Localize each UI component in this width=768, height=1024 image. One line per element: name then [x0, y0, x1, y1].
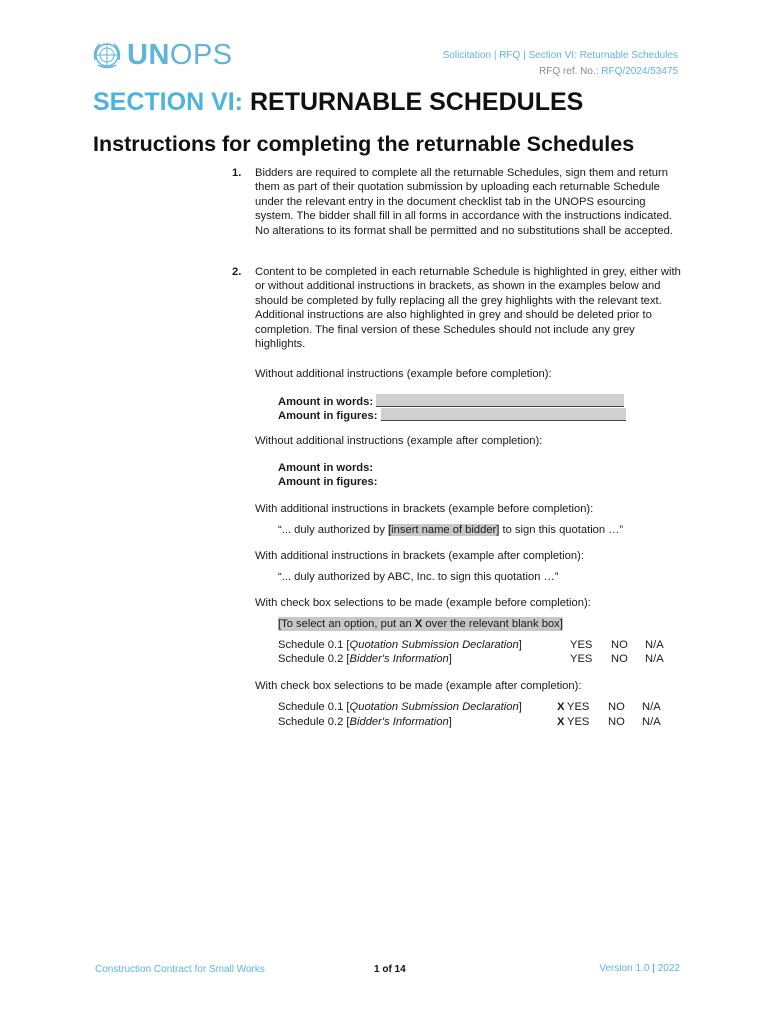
footer-version-label: Version 1.0 [599, 963, 650, 974]
schedule-row [278, 700, 678, 715]
schedule-label: Schedule 0.2 [Bidder's Information] [278, 716, 452, 728]
amount-figures-row [278, 408, 626, 423]
amount-figures-label: Amount in figures: [278, 410, 378, 422]
list-item-text: Bidders are required to complete all the returnable Schedules, sign them and return them as part of their quotation submission by uploading each returnable Schedule under the relevant entry in the document checklist tab in the UNOPS esourcing system. The bidder shall fill in all forms in accordance with the instructions indicated. No alterations to its format shall be permitted and no substitutions shall be accepted. [255, 167, 673, 237]
option-yes: YES [567, 716, 590, 728]
list-item-2 [232, 265, 682, 351]
schedule-row [278, 715, 678, 730]
unops-logo [92, 40, 233, 70]
page-subtitle: Instructions for completing the returnable Schedules [93, 132, 635, 156]
ref-label: RFQ ref. No.: [539, 66, 599, 77]
list-item-number: 2. [232, 266, 242, 278]
schedule-row [278, 638, 678, 653]
example-caption: With check box selections to be made (example before completion): [255, 597, 591, 609]
logo-text-bold: UN [127, 39, 170, 71]
grey-highlight: [insert name of bidder] [388, 524, 500, 536]
footer-year: 2022 [657, 963, 680, 974]
option-na: N/A [642, 716, 661, 728]
example-caption: With additional instructions in brackets (example before completion): [255, 503, 594, 515]
schedule-row [278, 652, 678, 667]
amount-words-label: Amount in words: [278, 396, 374, 408]
ref-value: RFQ/2024/53475 [601, 66, 678, 77]
option-yes: YES [570, 639, 593, 651]
section-title [93, 86, 583, 118]
option-mark: X [557, 716, 565, 728]
footer-version [599, 963, 680, 974]
example-quote-before [278, 523, 623, 537]
option-na: N/A [642, 701, 661, 713]
header-meta [443, 48, 678, 80]
example-caption: With check box selections to be made (example after completion): [255, 680, 582, 692]
schedule-label: Schedule 0.1 [Quotation Submission Declaration] [278, 639, 522, 651]
example-quote-after: “... duly authorized by ABC, Inc. to sign this quotation …” [278, 571, 559, 583]
quote-text: to sign this quotation …” [499, 524, 624, 536]
amount-words-blank [376, 394, 624, 407]
logo-text-thin: OPS [169, 39, 233, 71]
header-breadcrumb: Solicitation | RFQ | Section VI: Returnable Schedules [442, 50, 678, 61]
example-caption: Without additional instructions (example before completion): [255, 368, 552, 380]
footer-page-number: 1 of 14 [374, 964, 406, 975]
footer-doc-title: Construction Contract for Small Works [95, 964, 265, 975]
amount-figures-blank [381, 408, 626, 421]
option-no: NO [611, 639, 628, 651]
amount-words-label: Amount in words: [278, 462, 374, 474]
amount-figures-label: Amount in figures: [278, 476, 378, 488]
list-item-text: Content to be completed in each returnable Schedule is highlighted in grey, either with or without additional instructions in brackets, as shown in the examples below and should be completed by fully replacing all the grey highlights with the relevant text. Additional instructions are also highlighted in grey and should be deleted prior to completion. The final version of these Schedules should not include any grey highlights. [255, 266, 681, 351]
quote-text: “... duly authorized by [278, 524, 389, 536]
un-emblem-icon [92, 40, 122, 70]
option-no: NO [608, 701, 625, 713]
example-caption: Without additional instructions (example after completion): [255, 435, 543, 447]
example-caption: With additional instructions in brackets (example after completion): [255, 550, 584, 562]
schedule-label: Schedule 0.1 [Quotation Submission Declaration] [278, 701, 522, 713]
option-na: N/A [645, 639, 664, 651]
instruction-text: [To select an option, put an [278, 618, 415, 630]
option-no: NO [611, 653, 628, 665]
schedule-label: Schedule 0.2 [Bidder's Information] [278, 653, 452, 665]
option-na: N/A [645, 653, 664, 665]
section-prefix: SECTION VI: [93, 88, 244, 116]
option-yes: YES [567, 701, 590, 713]
section-main-title: RETURNABLE SCHEDULES [249, 88, 584, 116]
instruction-text: over the relevant blank box] [422, 618, 563, 630]
list-item-number: 1. [232, 167, 242, 179]
list-item-1 [232, 166, 682, 238]
option-no: NO [608, 716, 625, 728]
footer-sep: | [649, 963, 658, 974]
instruction-x: X [414, 618, 423, 630]
option-yes: YES [570, 653, 593, 665]
checkbox-instruction [278, 617, 563, 631]
option-mark: X [557, 701, 565, 713]
